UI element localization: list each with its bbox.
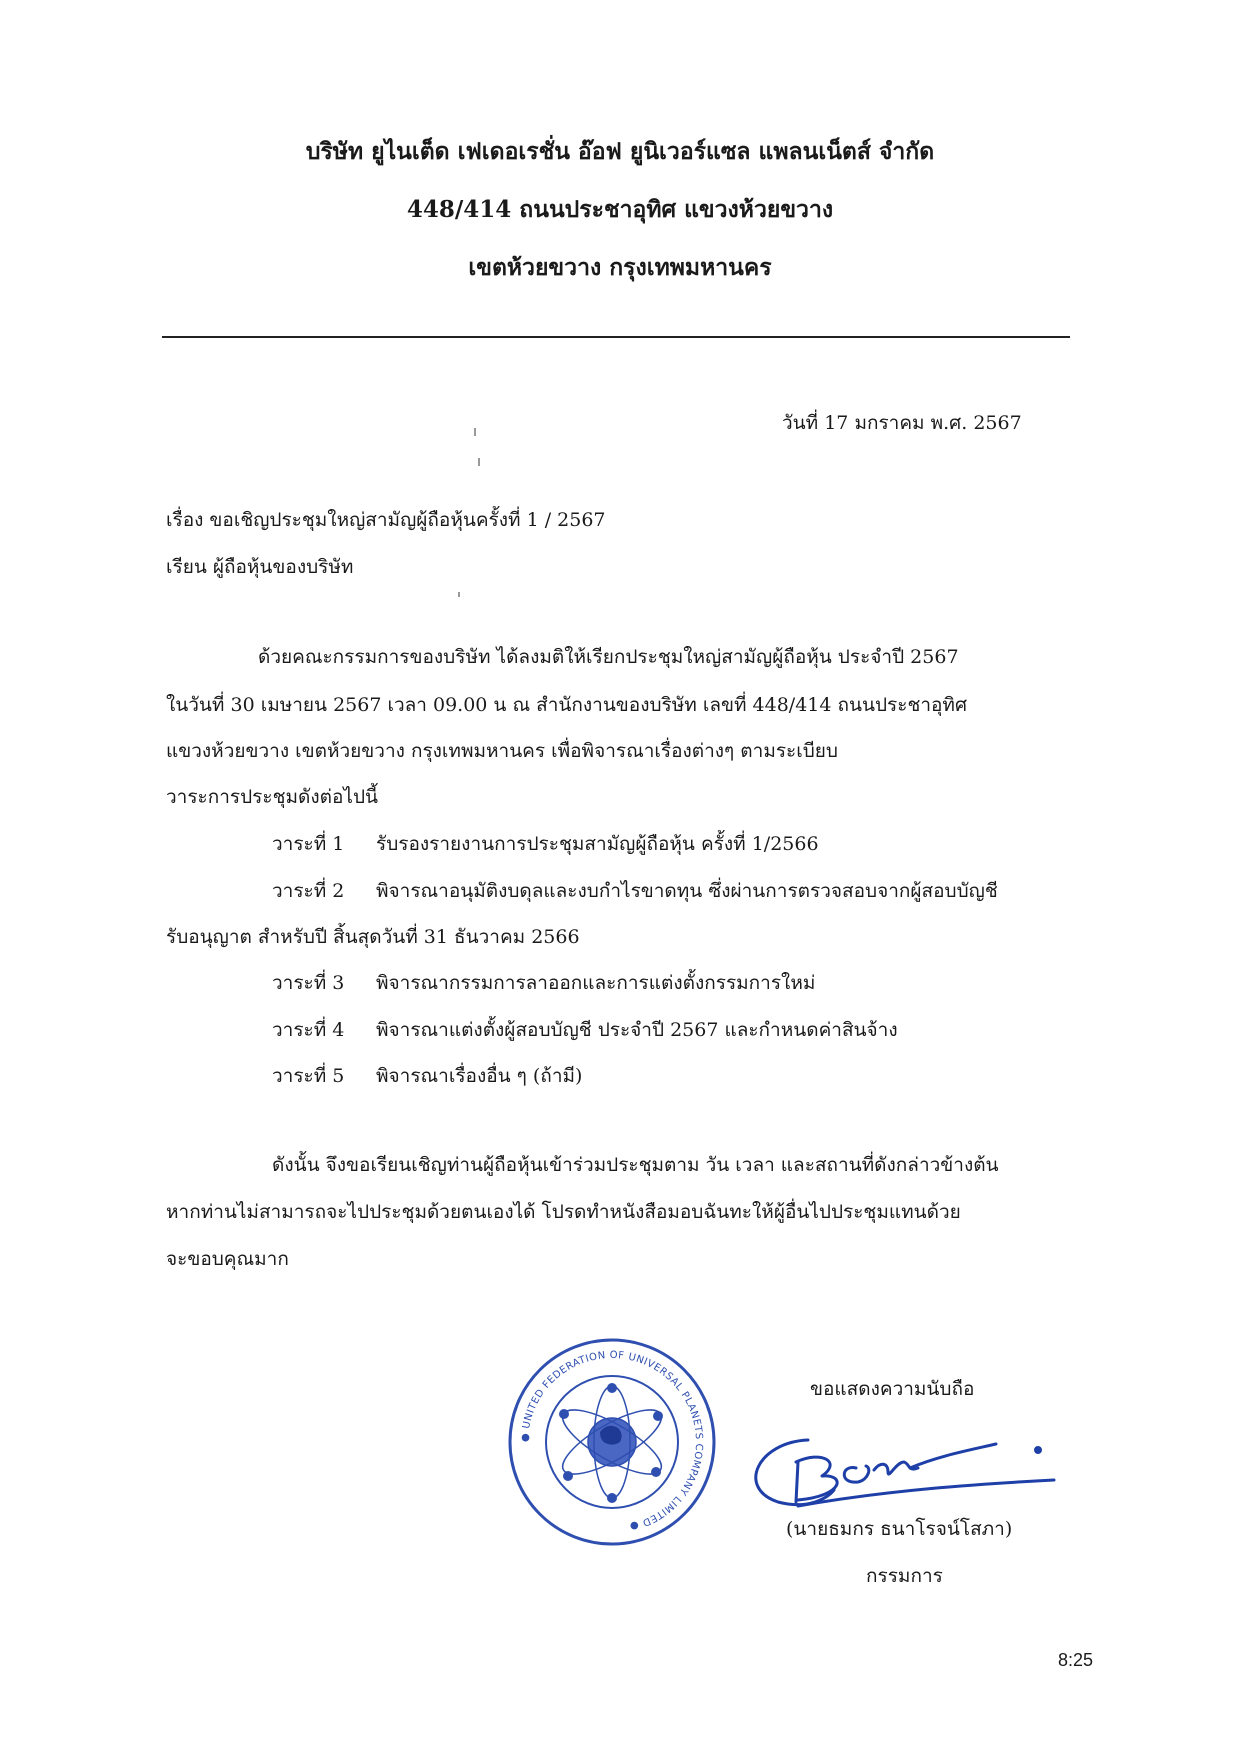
svg-text:● UNITED FEDERATION OF UNIVERS: ● UNITED FEDERATION OF UNIVERSAL PLANETS COMPANY LIMITED ●: [519, 1349, 705, 1533]
letter-subject: เรื่อง ขอเชิญประชุมใหญ่สามัญผู้ถือหุ้นครั้งที่ 1 / 2567: [166, 509, 606, 531]
agenda-text: รับรองรายงานการประชุมสามัญผู้ถือหุ้น ครั้งที่ 1/2566: [376, 833, 819, 855]
letter-recipient: เรียน ผู้ถือหุ้นของบริษัท: [166, 556, 354, 578]
agenda-continuation: รับอนุญาต สำหรับปี สิ้นสุดวันที่ 31 ธันวาคม 2566: [166, 926, 580, 948]
agenda-number: วาระที่ 2: [272, 880, 345, 902]
company-address-line1: 448/414 ถนนประชาอุทิศ แขวงห้วยขวาง: [406, 196, 834, 223]
scan-speck: [458, 592, 460, 597]
company-name: บริษัท ยูไนเต็ด เฟเดอเรชั่น อ๊อฟ ยูนิเวอร์แซล แพลนเน็ตส์ จำกัด: [305, 138, 935, 165]
scan-speck: [478, 458, 480, 466]
intro-line: ในวันที่ 30 เมษายน 2567 เวลา 09.00 น ณ สำนักงานของบริษัท เลขที่ 448/414 ถนนประชาอุทิศ: [166, 694, 968, 716]
agenda-text: พิจารณากรรมการลาออกและการแต่งตั้งกรรมการใหม่: [376, 972, 816, 994]
scan-speck: [474, 428, 476, 436]
closing-line: จะขอบคุณมาก: [166, 1248, 289, 1270]
handwritten-signature: [738, 1410, 1058, 1520]
agenda-text: พิจารณาอนุมัติงบดุลและงบกำไรขาดทุน ซึ่งผ่านการตรวจสอบจากผู้สอบบัญชี: [376, 880, 998, 902]
agenda-number: วาระที่ 3: [272, 972, 345, 994]
signatory-title: กรรมการ: [866, 1565, 943, 1587]
header-divider: [162, 336, 1070, 338]
agenda-text: พิจารณาแต่งตั้งผู้สอบบัญชี ประจำปี 2567 และกำหนดค่าสินจ้าง: [376, 1019, 898, 1041]
company-address-line2: เขตห้วยขวาง กรุงเทพมหานคร: [468, 254, 772, 281]
agenda-text: พิจารณาเรื่องอื่น ๆ (ถ้ามี): [376, 1065, 583, 1087]
agenda-number: วาระที่ 5: [272, 1065, 345, 1087]
signatory-name: (นายธมกร ธนาโรจน์โสภา): [786, 1518, 1013, 1540]
agenda-number: วาระที่ 4: [272, 1019, 345, 1041]
closing-line: หากท่านไม่สามารถจะไปประชุมด้วยตนเองได้ โปรดทำหนังสือมอบฉันทะให้ผู้อื่นไปประชุมแทนด้วย: [166, 1201, 961, 1223]
page-number: 8:25: [1058, 1650, 1094, 1670]
intro-line: แขวงห้วยขวาง เขตห้วยขวาง กรุงเทพมหานคร เพื่อพิจารณาเรื่องต่างๆ ตามระเบียบ: [166, 740, 838, 762]
closing-line: ดังนั้น จึงขอเรียนเชิญท่านผู้ถือหุ้นเข้าร่วมประชุมตาม วัน เวลา และสถานที่ดังกล่าวข้างต้น: [272, 1154, 999, 1176]
intro-line: ด้วยคณะกรรมการของบริษัท ได้ลงมติให้เรียกประชุมใหญ่สามัญผู้ถือหุ้น ประจำปี 2567: [258, 646, 959, 668]
company-seal-stamp: [506, 1336, 718, 1548]
intro-line: วาระการประชุมดังต่อไปนี้: [166, 786, 378, 808]
agenda-number: วาระที่ 1: [272, 833, 345, 855]
letter-date: วันที่ 17 มกราคม พ.ศ. 2567: [782, 412, 1022, 434]
closing-regards: ขอแสดงความนับถือ: [810, 1378, 975, 1400]
